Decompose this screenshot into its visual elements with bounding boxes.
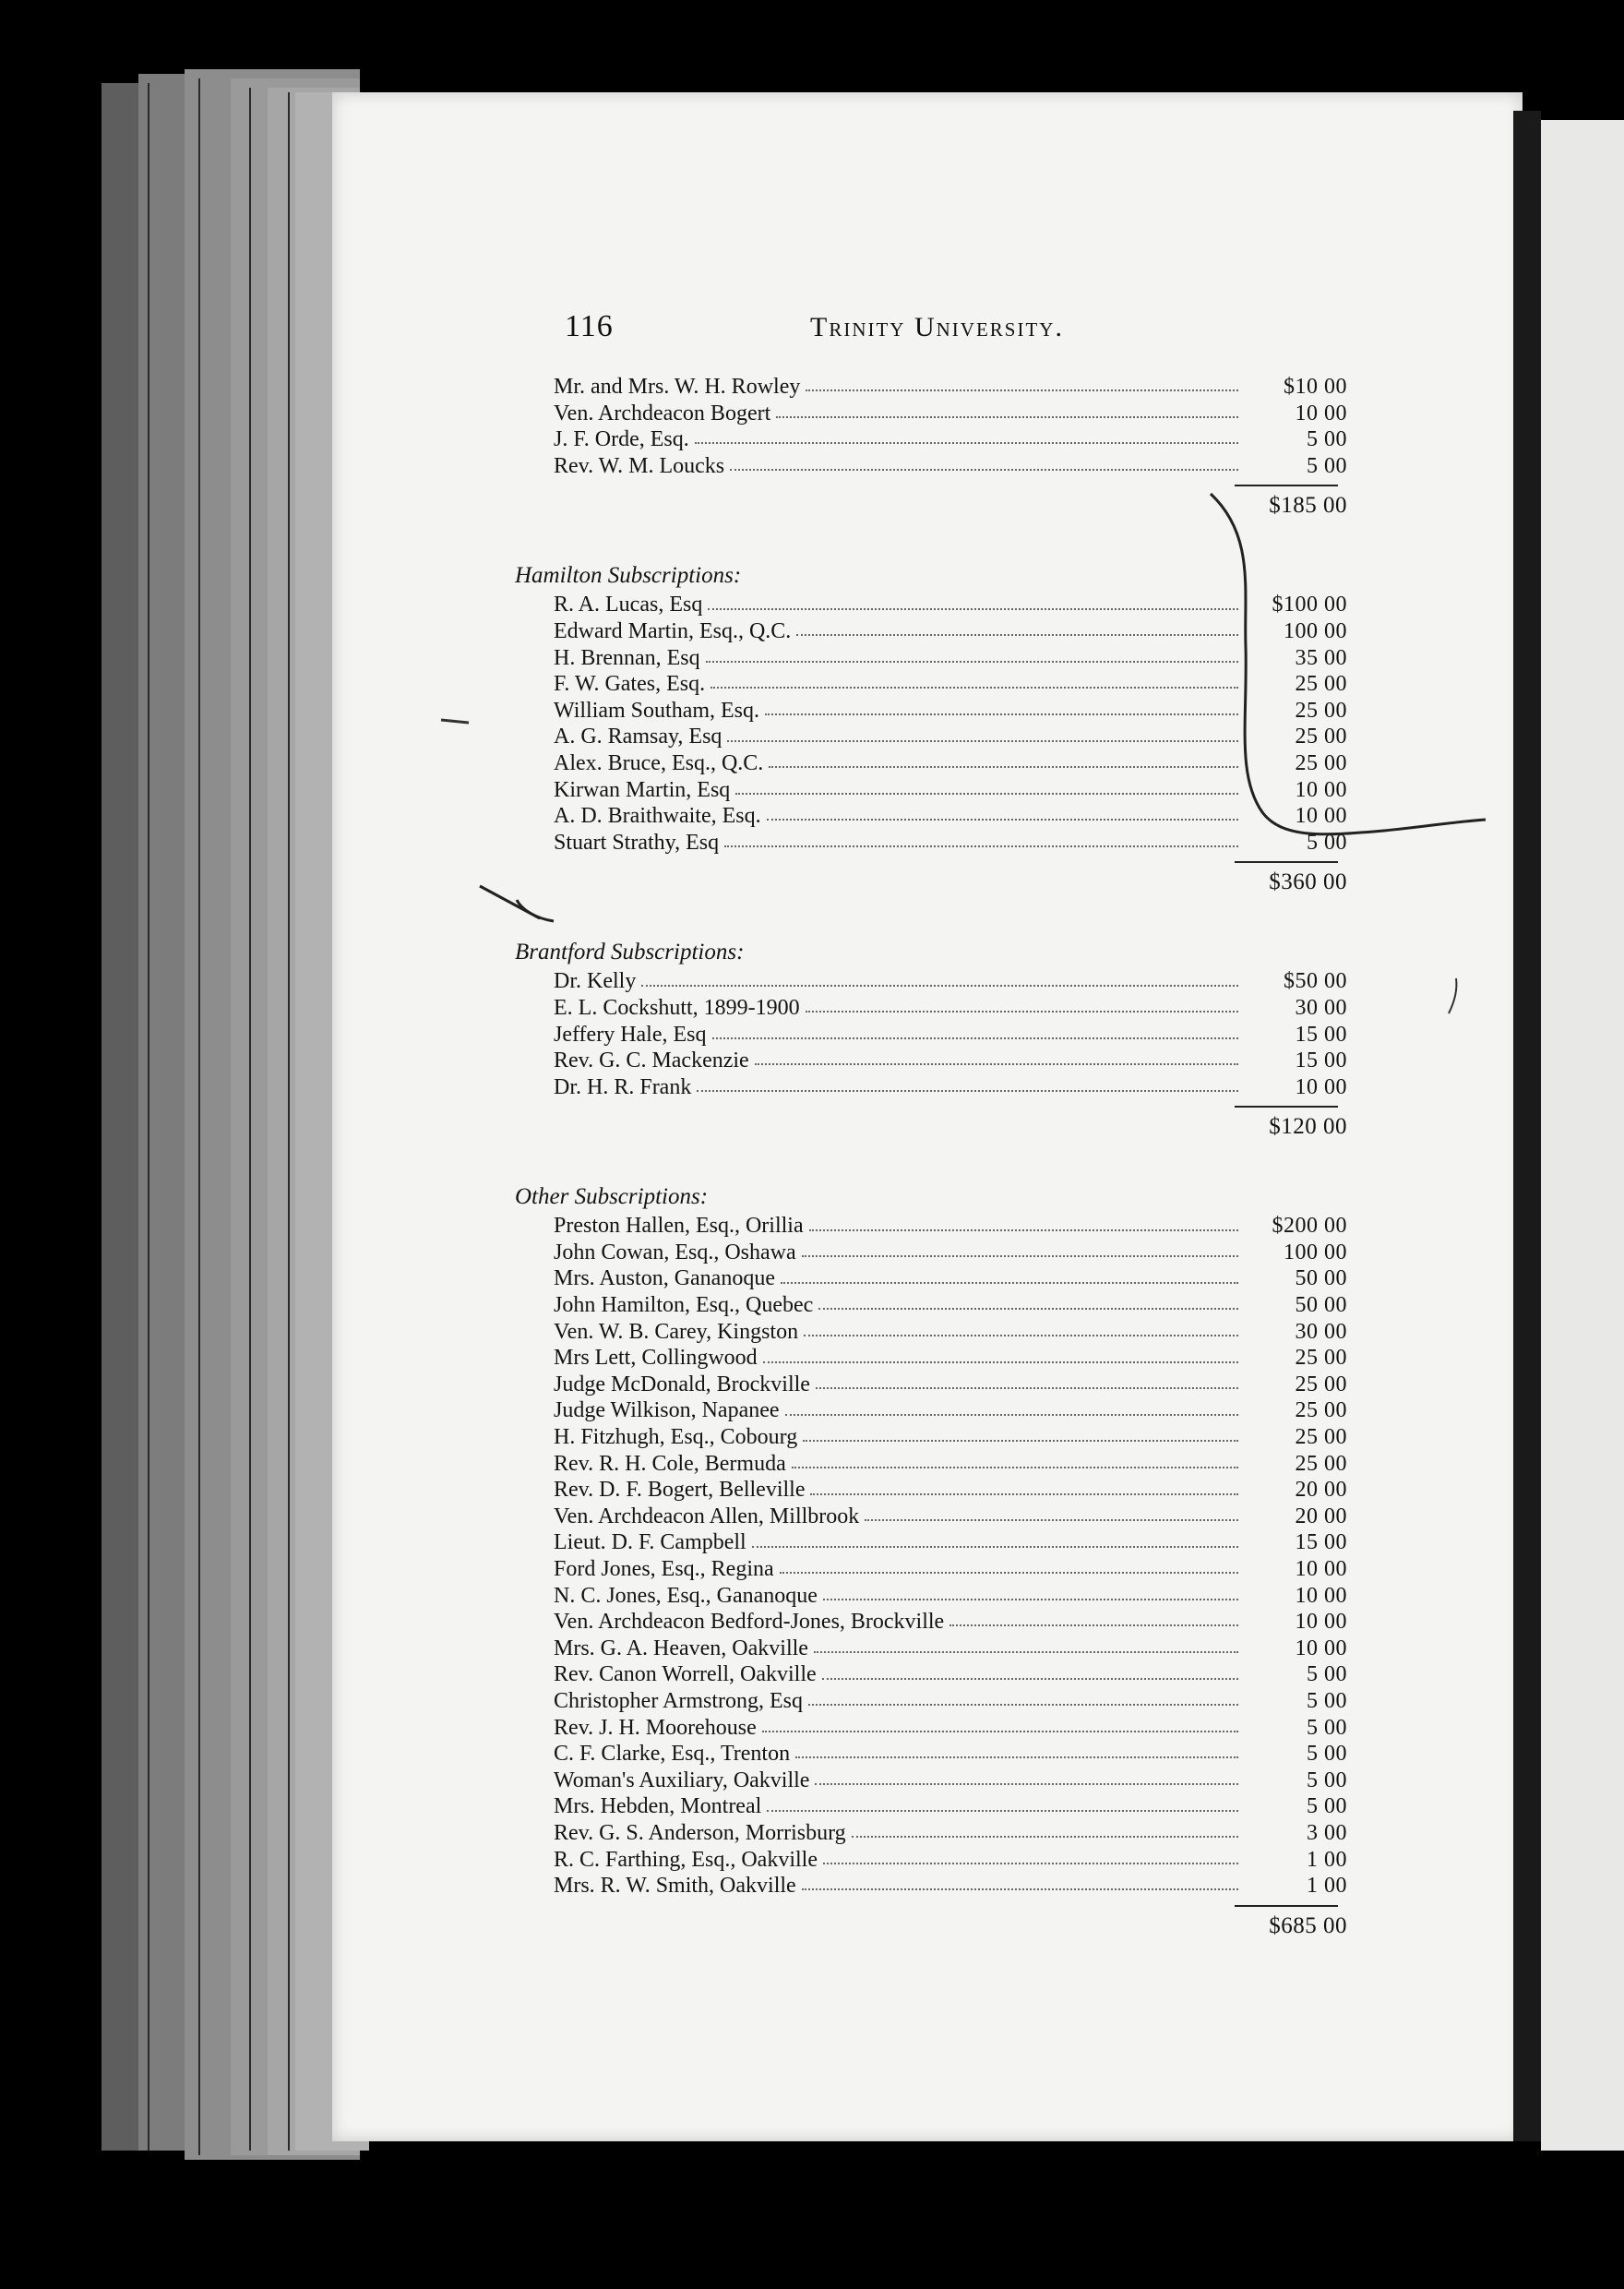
subscriber-name: N. C. Jones, Esq., Gananoque (554, 1583, 818, 1608)
subscription-amount: 25 00 (1295, 750, 1347, 775)
subscriber-name: Kirwan Martin, Esq (554, 777, 731, 802)
subscriber-name: H. Brennan, Esq (554, 645, 700, 670)
subscriber-name: Rev. J. H. Moorehouse (554, 1715, 757, 1740)
subscription-amount: 10 00 (1295, 1636, 1347, 1660)
subscriber-name: John Cowan, Esq., Oshawa (554, 1240, 796, 1264)
subscription-amount: 5 00 (1307, 830, 1347, 855)
subscription-amount: 5 00 (1307, 1715, 1347, 1740)
subscription-amount: 10 00 (1295, 1583, 1347, 1608)
subscription-amount: 20 00 (1295, 1478, 1347, 1503)
subscription-amount: 10 00 (1295, 1557, 1347, 1581)
subscriber-name: Rev. D. F. Bogert, Belleville (554, 1478, 806, 1503)
subscriber-name: Rev. G. S. Anderson, Morrisburg (554, 1820, 846, 1845)
subscriber-name: R. A. Lucas, Esq (554, 593, 703, 617)
subscriber-name: Alex. Bruce, Esq., Q.C. (554, 750, 764, 775)
subscriber-name: Jeffery Hale, Esq (554, 1022, 707, 1047)
subscriber-name: Mrs Lett, Collingwood (554, 1346, 758, 1371)
subscription-amount: 25 00 (1295, 725, 1347, 749)
subscription-amount: 30 00 (1295, 1319, 1347, 1344)
subscription-amount: 100 00 (1284, 1240, 1347, 1264)
subscriber-name: Edward Martin, Esq., Q.C. (554, 618, 792, 643)
running-title: Trinity University. (810, 312, 1064, 342)
subscription-amount: 30 00 (1295, 995, 1347, 1020)
subscription-amount: 25 00 (1295, 1346, 1347, 1371)
subscriber-name: Mrs. R. W. Smith, Oakville (554, 1874, 796, 1899)
subscription-amount: 25 00 (1295, 1398, 1347, 1423)
subscription-amount: 5 00 (1307, 1742, 1347, 1767)
section-subtotal: $120 00 (1269, 1114, 1347, 1140)
subscription-amount: 15 00 (1295, 1022, 1347, 1047)
subscriber-name: E. L. Cockshutt, 1899-1900 (554, 995, 800, 1020)
subscriber-name: C. F. Clarke, Esq., Trenton (554, 1742, 791, 1767)
subscriber-name: R. C. Farthing, Esq., Oakville (554, 1847, 818, 1872)
subscription-amount: 1 00 (1307, 1874, 1347, 1899)
subscriber-name: Stuart Strathy, Esq (554, 830, 720, 855)
subscription-amount: 35 00 (1295, 645, 1347, 670)
subscription-amount: 5 00 (1307, 427, 1347, 452)
subscription-amount: 10 00 (1295, 1074, 1347, 1099)
subscription-amount: 15 00 (1295, 1049, 1347, 1073)
subscription-amount: 25 00 (1295, 1451, 1347, 1476)
subscription-amount: 25 00 (1295, 1425, 1347, 1450)
section-heading: Other Subscriptions: (515, 1184, 709, 1210)
subscription-amount: 50 00 (1295, 1266, 1347, 1291)
subscription-amount: $50 00 (1284, 969, 1347, 994)
subscriber-name: Ford Jones, Esq., Regina (554, 1557, 774, 1581)
subscription-amount: 50 00 (1295, 1293, 1347, 1318)
subscription-amount: 5 00 (1307, 1768, 1347, 1792)
subscriber-name: A. G. Ramsay, Esq (554, 725, 722, 749)
section-subtotal: $360 00 (1269, 869, 1347, 895)
subscriber-name: Rev. W. M. Loucks (554, 453, 725, 478)
subscription-amount: $100 00 (1272, 593, 1347, 617)
subscription-amount: 10 00 (1295, 401, 1347, 425)
subscriber-name: H. Fitzhugh, Esq., Cobourg (554, 1425, 798, 1450)
subscriber-name: Judge McDonald, Brockville (554, 1372, 810, 1396)
subscription-amount: 25 00 (1295, 672, 1347, 697)
subscriber-name: Ven. Archdeacon Bogert (554, 401, 771, 425)
subscription-amount: 10 00 (1295, 777, 1347, 802)
subscription-amount: 5 00 (1307, 1662, 1347, 1687)
subscription-amount: $200 00 (1272, 1214, 1347, 1239)
subscriber-name: Rev. Canon Worrell, Oakville (554, 1662, 817, 1687)
subscription-amount: 5 00 (1307, 453, 1347, 478)
subscription-amount: 100 00 (1284, 618, 1347, 643)
subscriber-name: Lieut. D. F. Campbell (554, 1530, 746, 1555)
subscription-amount: 25 00 (1295, 1372, 1347, 1396)
subscriber-name: Judge Wilkison, Napanee (554, 1398, 780, 1423)
subscriber-name: Mr. and Mrs. W. H. Rowley (554, 375, 801, 399)
section-subtotal: $685 00 (1269, 1912, 1347, 1938)
subscription-amount: 3 00 (1307, 1820, 1347, 1845)
subscriber-name: William Southam, Esq. (554, 698, 760, 723)
subscriber-name: Mrs. G. A. Heaven, Oakville (554, 1636, 808, 1660)
page-number: 116 (565, 309, 614, 343)
section-heading: Hamilton Subscriptions: (515, 563, 742, 589)
subscriber-name: Christopher Armstrong, Esq (554, 1688, 803, 1713)
subscriber-name: A. D. Braithwaite, Esq. (554, 804, 761, 829)
subscriber-name: Woman's Auxiliary, Oakville (554, 1768, 810, 1792)
subscription-amount: $10 00 (1284, 375, 1347, 399)
section-subtotal: $185 00 (1269, 493, 1347, 519)
subscriber-name: Ven. Archdeacon Bedford-Jones, Brockville (554, 1610, 945, 1635)
subscriber-name: John Hamilton, Esq., Quebec (554, 1293, 814, 1318)
subscription-amount: 10 00 (1295, 804, 1347, 829)
subscriber-name: Preston Hallen, Esq., Orillia (554, 1214, 804, 1239)
subscriber-name: Dr. Kelly (554, 969, 637, 994)
subscription-amount: 25 00 (1295, 698, 1347, 723)
subscription-amount: 20 00 (1295, 1504, 1347, 1528)
subscriber-name: Ven. W. B. Carey, Kingston (554, 1319, 799, 1344)
subscription-amount: 5 00 (1307, 1688, 1347, 1713)
section-heading: Brantford Subscriptions: (515, 940, 745, 965)
subscription-amount: 15 00 (1295, 1530, 1347, 1555)
subscription-amount: 1 00 (1307, 1847, 1347, 1872)
subscriber-name: J. F. Orde, Esq. (554, 427, 689, 452)
subscription-amount: 5 00 (1307, 1794, 1347, 1819)
subscriber-name: Dr. H. R. Frank (554, 1074, 692, 1099)
subscription-amount: 10 00 (1295, 1610, 1347, 1635)
subscriber-name: F. W. Gates, Esq. (554, 672, 706, 697)
subscriber-name: Rev. R. H. Cole, Bermuda (554, 1451, 786, 1476)
subscriber-name: Mrs. Hebden, Montreal (554, 1794, 762, 1819)
subscriber-name: Mrs. Auston, Gananoque (554, 1266, 775, 1291)
subscriber-name: Ven. Archdeacon Allen, Millbrook (554, 1504, 860, 1528)
subscriber-name: Rev. G. C. Mackenzie (554, 1049, 749, 1073)
